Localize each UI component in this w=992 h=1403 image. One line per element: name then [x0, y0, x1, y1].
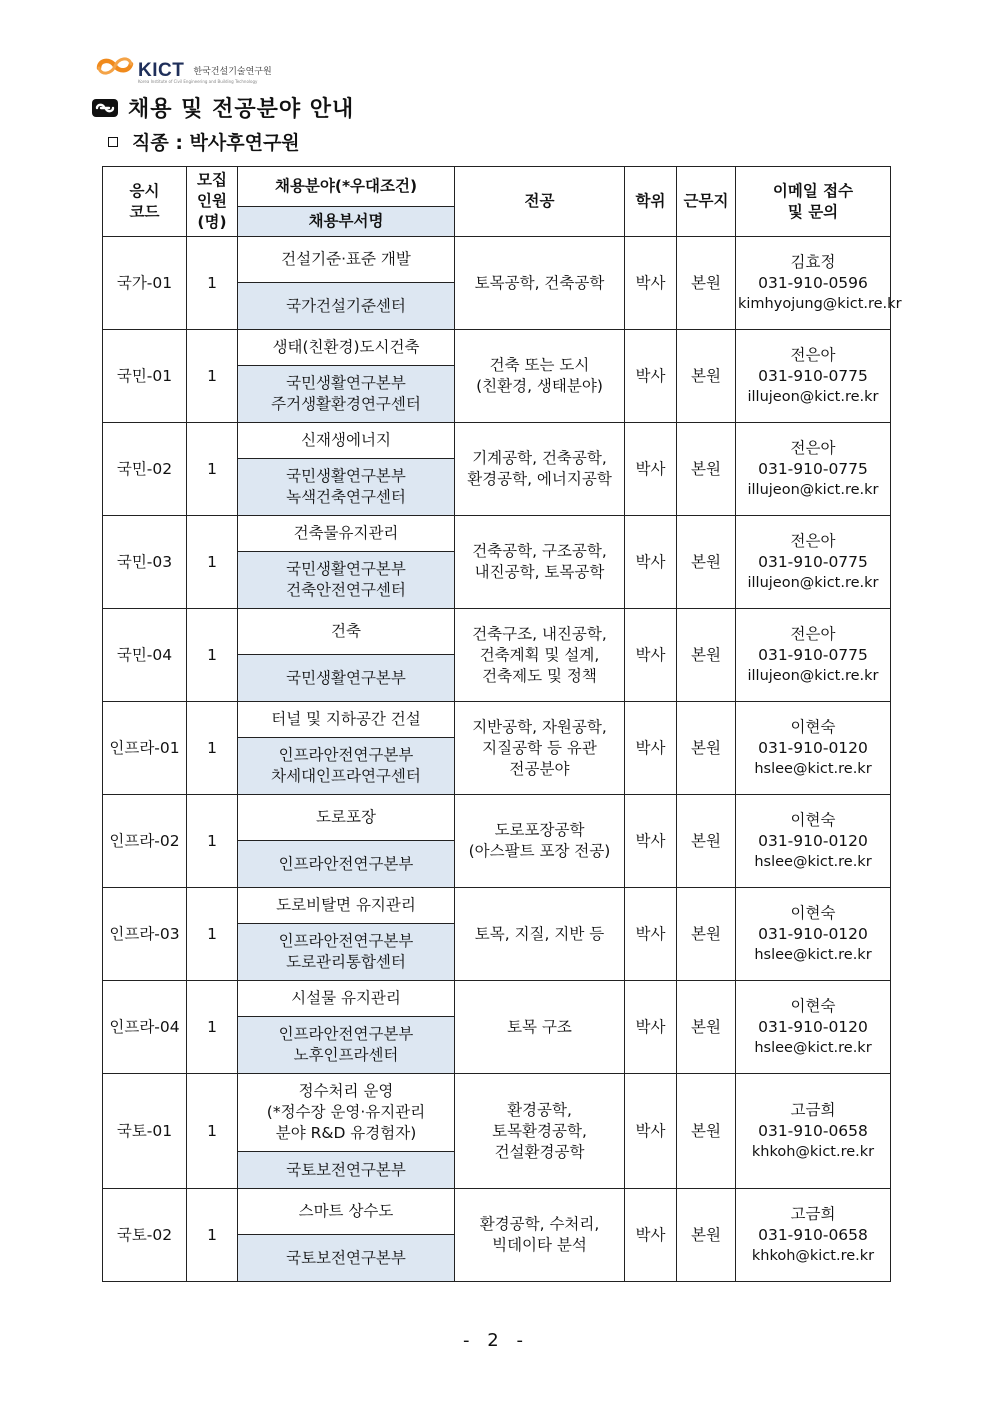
contact-name: 전은아 — [790, 624, 836, 643]
cell-count: 1 — [187, 888, 238, 981]
cell-field — [238, 423, 455, 459]
contact-name: 김효정 — [790, 252, 836, 271]
field-line: 건설기준·표준 개발 — [281, 250, 411, 268]
dept-line: 노후인프라센터 — [293, 1046, 399, 1064]
cell-count: 1 — [187, 1189, 238, 1282]
major-line: 토목 구조 — [507, 1017, 572, 1036]
cell-code: 국민-01 — [103, 330, 187, 423]
field-line: 건축 — [331, 622, 361, 640]
cell-degree: 박사 — [625, 795, 677, 888]
cell-location: 본원 — [677, 1074, 736, 1189]
cell-code: 국민-02 — [103, 423, 187, 516]
square-bullet-icon — [108, 137, 118, 147]
cell-contact — [736, 330, 891, 423]
cell-major — [455, 237, 625, 330]
cell-dept — [238, 1152, 455, 1189]
field-line: 도로비탈면 유지관리 — [276, 896, 416, 914]
major-line: 건축 또는 도시 — [489, 356, 590, 374]
cell-location: 본원 — [677, 888, 736, 981]
cell-major — [455, 423, 625, 516]
cell-contact — [736, 1074, 891, 1189]
field-line: 신재생에너지 — [301, 431, 391, 449]
cell-major — [455, 609, 625, 702]
contact-email: hslee@kict.re.kr — [754, 853, 872, 870]
cell-count: 1 — [187, 330, 238, 423]
contact-phone: 031-910-0120 — [758, 924, 868, 943]
contact-name: 고금희 — [790, 1100, 836, 1119]
cell-degree: 박사 — [625, 330, 677, 423]
cell-contact — [736, 1189, 891, 1282]
job-type: 직종 : 박사후연구원 — [132, 132, 300, 154]
table-row — [103, 1074, 891, 1152]
kict-logo — [96, 50, 272, 84]
table-row — [103, 237, 891, 283]
table-row — [103, 609, 891, 655]
dept-line: 인프라안전연구본부 — [278, 932, 414, 950]
cell-location: 본원 — [677, 609, 736, 702]
cell-count: 1 — [187, 237, 238, 330]
cell-location: 본원 — [677, 237, 736, 330]
cell-field — [238, 795, 455, 841]
cell-degree: 박사 — [625, 609, 677, 702]
cell-major — [455, 702, 625, 795]
cell-count: 1 — [187, 702, 238, 795]
field-line: 분야 R&D 유경험자) — [275, 1124, 417, 1142]
dept-line: 도로관리통합센터 — [286, 953, 406, 971]
contact-email: khkoh@kict.re.kr — [751, 1247, 875, 1264]
dept-line: 인프라안전연구본부 — [278, 746, 414, 764]
contact-name: 고금희 — [790, 1204, 836, 1223]
logo-abbr: KICT — [138, 60, 185, 81]
dept-line: 인프라안전연구본부 — [278, 1025, 414, 1043]
contact-phone: 031-910-0775 — [758, 459, 868, 478]
field-line: 도로포장 — [316, 808, 376, 826]
cell-dept — [238, 1235, 455, 1282]
cell-contact — [736, 702, 891, 795]
table-row — [103, 702, 891, 738]
contact-name: 이현숙 — [790, 996, 836, 1015]
dept-line: 국가건설기준센터 — [286, 296, 406, 315]
cell-dept — [238, 366, 455, 423]
page-title-row — [92, 92, 354, 123]
cell-count: 1 — [187, 609, 238, 702]
cell-degree: 박사 — [625, 237, 677, 330]
cell-contact — [736, 609, 891, 702]
contact-phone: 031-910-0658 — [758, 1225, 868, 1244]
contact-name: 전은아 — [790, 438, 836, 457]
cell-code: 국토-01 — [103, 1074, 187, 1189]
cell-code: 인프라-04 — [103, 981, 187, 1074]
contact-phone: 031-910-0775 — [758, 645, 868, 664]
table-row — [103, 795, 891, 841]
cell-dept — [238, 552, 455, 609]
major-line: 지질공학 등 유관 — [482, 738, 597, 757]
cell-code: 인프라-03 — [103, 888, 187, 981]
contact-phone: 031-910-0658 — [758, 1121, 868, 1140]
cell-field — [238, 609, 455, 655]
cell-dept — [238, 738, 455, 795]
major-line: 빅데이타 분석 — [492, 1236, 587, 1254]
contact-phone: 031-910-0596 — [758, 273, 868, 292]
cell-location: 본원 — [677, 516, 736, 609]
cell-dept — [238, 283, 455, 330]
cell-degree: 박사 — [625, 516, 677, 609]
recruitment-table — [102, 166, 902, 1282]
cell-contact — [736, 888, 891, 981]
table-row — [103, 981, 891, 1017]
logo-english: Korea Institute of Civil Engineering and Building Technology — [138, 79, 258, 84]
major-line: 기계공학, 건축공학, — [472, 449, 607, 467]
dept-line: 인프라안전연구본부 — [278, 854, 414, 873]
cell-location: 본원 — [677, 1189, 736, 1282]
major-line: 도로포장공학 — [494, 821, 585, 839]
dept-line: 건축안전연구센터 — [286, 581, 406, 599]
cell-field — [238, 888, 455, 924]
field-line: 정수처리 운영 — [298, 1082, 394, 1100]
subtitle-row — [108, 128, 300, 155]
cell-location: 본원 — [677, 981, 736, 1074]
cell-dept — [238, 841, 455, 888]
contact-phone: 031-910-0775 — [758, 366, 868, 385]
dept-line: 국민생활연구본부 — [286, 467, 406, 485]
cell-dept — [238, 1017, 455, 1074]
major-line: 토목, 지질, 지반 등 — [474, 924, 605, 943]
table-row — [103, 423, 891, 459]
contact-name: 이현숙 — [790, 717, 836, 736]
cell-contact — [736, 423, 891, 516]
kict-logo-icon — [96, 54, 134, 84]
field-line: 생태(친환경)도시건축 — [272, 338, 420, 356]
contact-phone: 031-910-0120 — [758, 738, 868, 757]
cell-contact — [736, 516, 891, 609]
cell-major — [455, 981, 625, 1074]
field-line: 시설물 유지관리 — [291, 989, 401, 1007]
cell-field — [238, 1074, 455, 1152]
cell-degree: 박사 — [625, 981, 677, 1074]
dept-line: 주거생활환경연구센터 — [271, 395, 421, 413]
dept-line: 국토보전연구본부 — [286, 1160, 406, 1179]
dept-line: 국민생활연구본부 — [286, 374, 406, 392]
cell-location: 본원 — [677, 795, 736, 888]
cell-contact — [736, 237, 902, 330]
page-title: 채용 및 전공분야 안내 — [128, 97, 355, 122]
header-field: 채용분야(*우대조건) — [238, 167, 455, 207]
header-code: 응시 코드 — [103, 167, 187, 237]
dept-line: 차세대인프라연구센터 — [271, 767, 421, 785]
contact-name: 이현숙 — [790, 810, 836, 829]
contact-email: hslee@kict.re.kr — [754, 760, 872, 777]
contact-email: kimhyojung@kict.re.kr — [738, 295, 902, 312]
major-line: 토목환경공학, — [492, 1121, 587, 1140]
contact-phone: 031-910-0120 — [758, 831, 868, 850]
field-line: 스마트 상수도 — [298, 1202, 394, 1220]
cell-field — [238, 516, 455, 552]
major-line: 건축구조, 내진공학, — [472, 624, 607, 643]
cell-field — [238, 330, 455, 366]
major-line: 건축공학, 구조공학, — [472, 542, 607, 560]
major-line: (아스팔트 포장 전공) — [468, 842, 611, 860]
header-major: 전공 — [455, 167, 625, 237]
cell-field — [238, 237, 455, 283]
dept-line: 국민생활연구본부 — [286, 668, 406, 687]
dept-line: 국토보전연구본부 — [286, 1248, 406, 1267]
field-line: 터널 및 지하공간 건설 — [271, 710, 421, 728]
field-line: 건축물유지관리 — [293, 524, 399, 542]
cell-degree: 박사 — [625, 702, 677, 795]
cell-dept — [238, 655, 455, 702]
cell-location: 본원 — [677, 330, 736, 423]
cell-count: 1 — [187, 795, 238, 888]
cell-location: 본원 — [677, 702, 736, 795]
major-line: 건축계획 및 설계, — [479, 645, 600, 664]
contact-name: 이현숙 — [790, 903, 836, 922]
cell-major — [455, 795, 625, 888]
cell-degree: 박사 — [625, 1189, 677, 1282]
cell-field — [238, 981, 455, 1017]
major-line: (친환경, 생태분야) — [476, 377, 603, 395]
cell-code: 국토-02 — [103, 1189, 187, 1282]
major-line: 건축제도 및 정책 — [482, 666, 597, 685]
cell-field — [238, 1189, 455, 1235]
major-line: 토목공학, 건축공학 — [474, 273, 605, 292]
contact-phone: 031-910-0120 — [758, 1017, 868, 1036]
cell-contact — [736, 795, 891, 888]
major-line: 건설환경공학 — [494, 1142, 585, 1161]
cell-code: 국민-03 — [103, 516, 187, 609]
cell-major — [455, 888, 625, 981]
cell-degree: 박사 — [625, 423, 677, 516]
cell-major — [455, 1074, 625, 1189]
major-line: 지반공학, 자원공학, — [472, 717, 607, 736]
major-line: 환경공학, 수처리, — [479, 1215, 600, 1233]
table-row — [103, 516, 891, 552]
major-line: 환경공학, — [507, 1100, 572, 1119]
contact-name: 전은아 — [790, 531, 836, 550]
cell-location: 본원 — [677, 423, 736, 516]
logo-name: 한국건설기술연구원 — [193, 67, 272, 77]
cell-code: 인프라-02 — [103, 795, 187, 888]
cell-count: 1 — [187, 423, 238, 516]
cell-dept — [238, 459, 455, 516]
contact-email: khkoh@kict.re.kr — [751, 1143, 875, 1160]
cell-major — [455, 330, 625, 423]
header-location: 근무지 — [677, 167, 736, 237]
cell-degree: 박사 — [625, 1074, 677, 1189]
cell-count: 1 — [187, 516, 238, 609]
major-line: 환경공학, 에너지공학 — [467, 470, 612, 488]
header-contact: 이메일 접수 및 문의 — [736, 167, 891, 237]
cell-dept — [238, 924, 455, 981]
table-row — [103, 330, 891, 366]
dept-line: 국민생활연구본부 — [286, 560, 406, 578]
contact-email: illujeon@kict.re.kr — [747, 388, 879, 405]
page-number: - 2 - — [463, 1330, 529, 1351]
major-line: 내진공학, 토목공학 — [474, 563, 605, 581]
field-line: (*정수장 운영·유지관리 — [266, 1103, 426, 1121]
cell-major — [455, 516, 625, 609]
contact-email: hslee@kict.re.kr — [754, 1039, 872, 1056]
table-row — [103, 888, 891, 924]
cell-count: 1 — [187, 981, 238, 1074]
cell-code: 국민-04 — [103, 609, 187, 702]
contact-email: illujeon@kict.re.kr — [747, 667, 879, 684]
contact-email: illujeon@kict.re.kr — [747, 481, 879, 498]
header-degree: 학위 — [625, 167, 677, 237]
major-line: 전공분야 — [509, 759, 570, 778]
contact-name: 전은아 — [790, 345, 836, 364]
link-icon — [92, 99, 118, 117]
cell-degree: 박사 — [625, 888, 677, 981]
header-dept: 채용부서명 — [238, 207, 455, 237]
contact-email: hslee@kict.re.kr — [754, 946, 872, 963]
contact-phone: 031-910-0775 — [758, 552, 868, 571]
cell-code: 국가-01 — [103, 237, 187, 330]
cell-field — [238, 702, 455, 738]
table-row — [103, 1189, 891, 1235]
cell-code: 인프라-01 — [103, 702, 187, 795]
dept-line: 녹색건축연구센터 — [286, 488, 406, 506]
cell-major — [455, 1189, 625, 1282]
cell-contact — [736, 981, 891, 1074]
contact-email: illujeon@kict.re.kr — [747, 574, 879, 591]
header-count: 모집 인원 (명) — [187, 167, 238, 237]
cell-count: 1 — [187, 1074, 238, 1189]
